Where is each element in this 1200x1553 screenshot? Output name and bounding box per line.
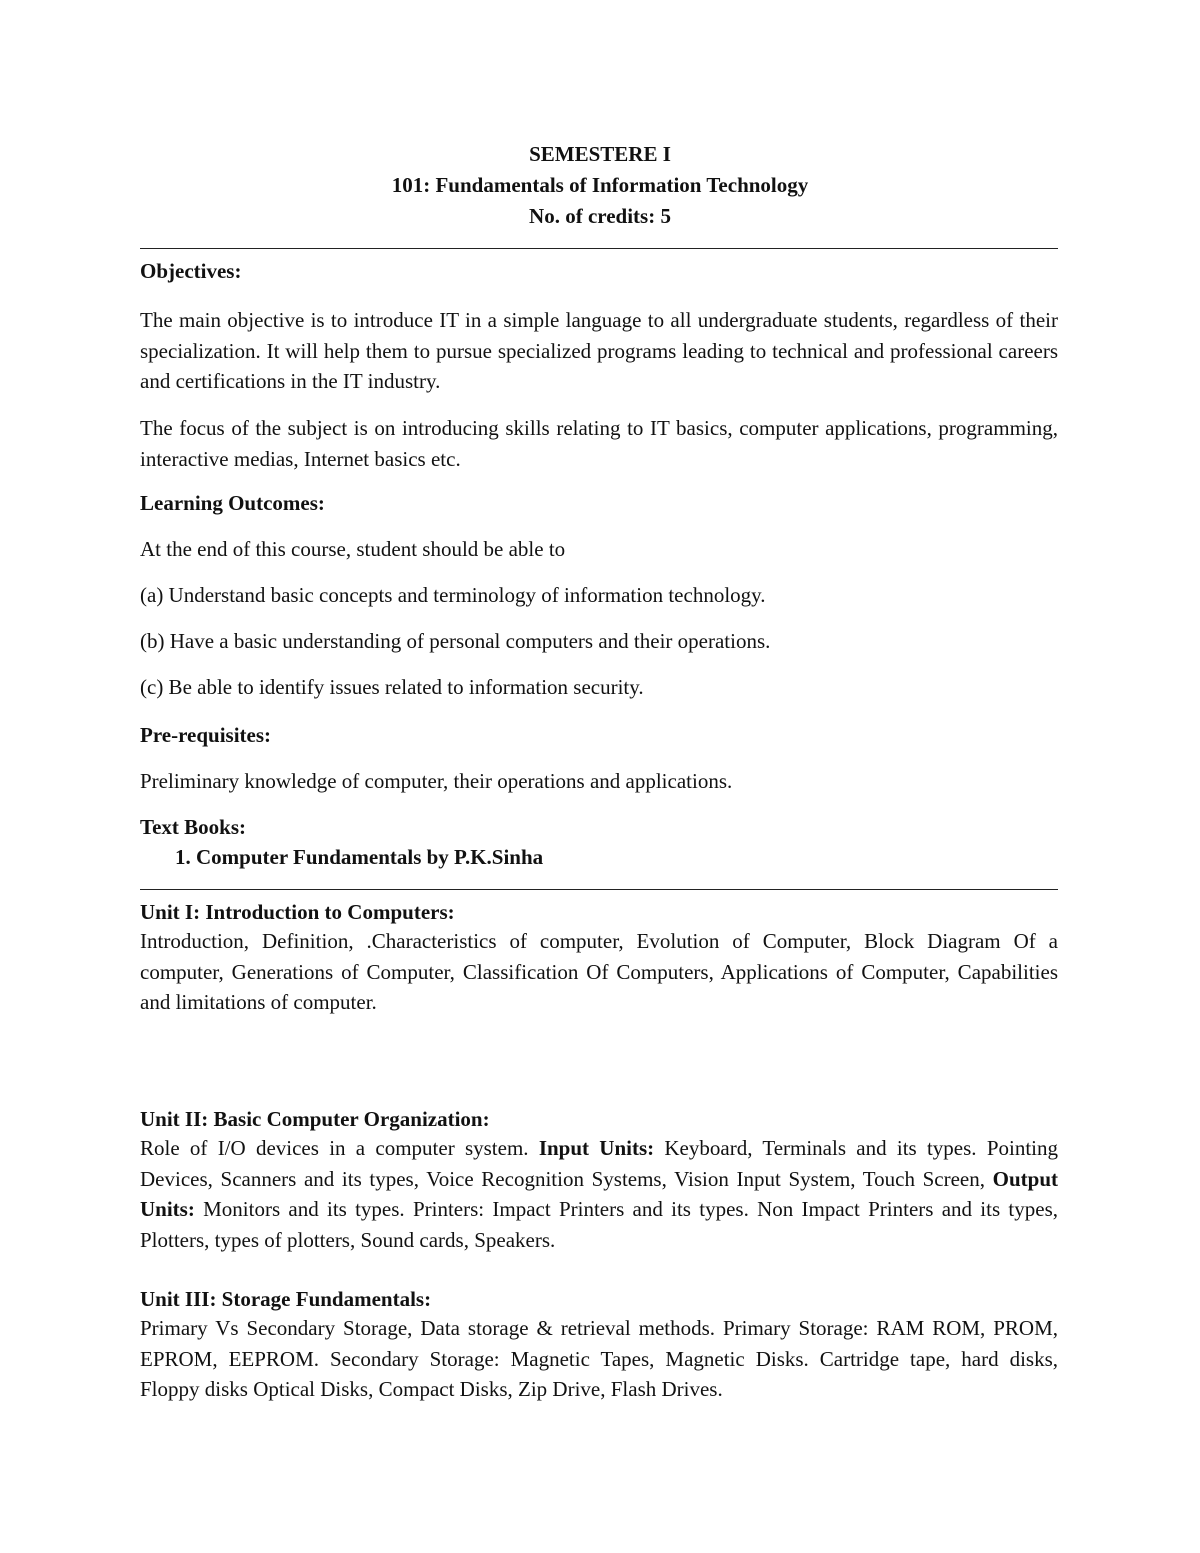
outcome-item-a: (a) Understand basic concepts and terminology of information technology. — [140, 583, 766, 607]
text-books-heading: Text Books: — [140, 815, 246, 839]
unit-1-heading: Unit I: Introduction to Computers: — [140, 900, 455, 924]
prerequisites-text: Preliminary knowledge of computer, their operations and applications. — [140, 769, 733, 793]
header-divider — [140, 248, 1058, 249]
input-units-label: Input Units: — [538, 1136, 655, 1160]
unit-2-text-a: Role of I/O devices in a computer system. — [140, 1136, 539, 1160]
unit-2-text-b: Keyboard, Terminals and its types. Pointing Devices, Scanners and its types, Voice Recognition Systems, Vision Input System, Touch Screen, — [140, 1136, 1058, 1191]
objectives-paragraph-1: The main objective is to introduce IT in a simple language to all undergraduate students, regardless of their specialization. It will help them to pursue specialized programs leading to technical and professional careers and certifications in the IT industry. — [140, 308, 1058, 393]
section-divider — [140, 889, 1058, 890]
objectives-paragraph-2: The focus of the subject is on introducing skills relating to IT basics, computer applications, programming, interactive medias, Internet basics etc. — [140, 416, 1058, 471]
learning-outcomes-intro: At the end of this course, student should be able to — [140, 537, 566, 561]
unit-1-text: Introduction, Definition, .Characteristics of computer, Evolution of Computer, Block Diagram Of a computer, Generations of Computer, Classification Of Computers, Applications of Computer, Capabilities and limitations of computer. — [140, 929, 1058, 1014]
unit-2-text-c: Monitors and its types. Printers: Impact Printers and its types. Non Impact Printers and its types, Plotters, types of plotters, Sound cards, Speakers. — [140, 1197, 1058, 1252]
unit-2-text — [140, 1133, 1058, 1255]
prerequisites-heading: Pre-requisites: — [140, 723, 272, 747]
unit-3-text: Primary Vs Secondary Storage, Data storage & retrieval methods. Primary Storage: RAM ROM, PROM, EPROM, EEPROM. Secondary Storage: Magnetic Tapes, Magnetic Disks. Cartridge tape, hard disks, Floppy disks Optical Disks, Compact Disks, Zip Drive, Flash Drives. — [140, 1316, 1058, 1401]
text-book-item: 1. Computer Fundamentals by P.K.Sinha — [175, 845, 544, 869]
learning-outcomes-heading: Learning Outcomes: — [140, 491, 325, 515]
outcome-item-b: (b) Have a basic understanding of personal computers and their operations. — [140, 629, 771, 653]
credits-line: No. of credits: 5 — [529, 204, 671, 228]
semester-title: SEMESTERE I — [529, 142, 671, 166]
unit-3-heading: Unit III: Storage Fundamentals: — [140, 1287, 432, 1311]
course-title: 101: Fundamentals of Information Technology — [391, 173, 809, 197]
outcome-item-c: (c) Be able to identify issues related to information security. — [140, 675, 644, 699]
output-units-label: Output Units: — [140, 1166, 1058, 1221]
unit-2-heading: Unit II: Basic Computer Organization: — [140, 1107, 490, 1131]
objectives-heading: Objectives: — [140, 259, 242, 283]
